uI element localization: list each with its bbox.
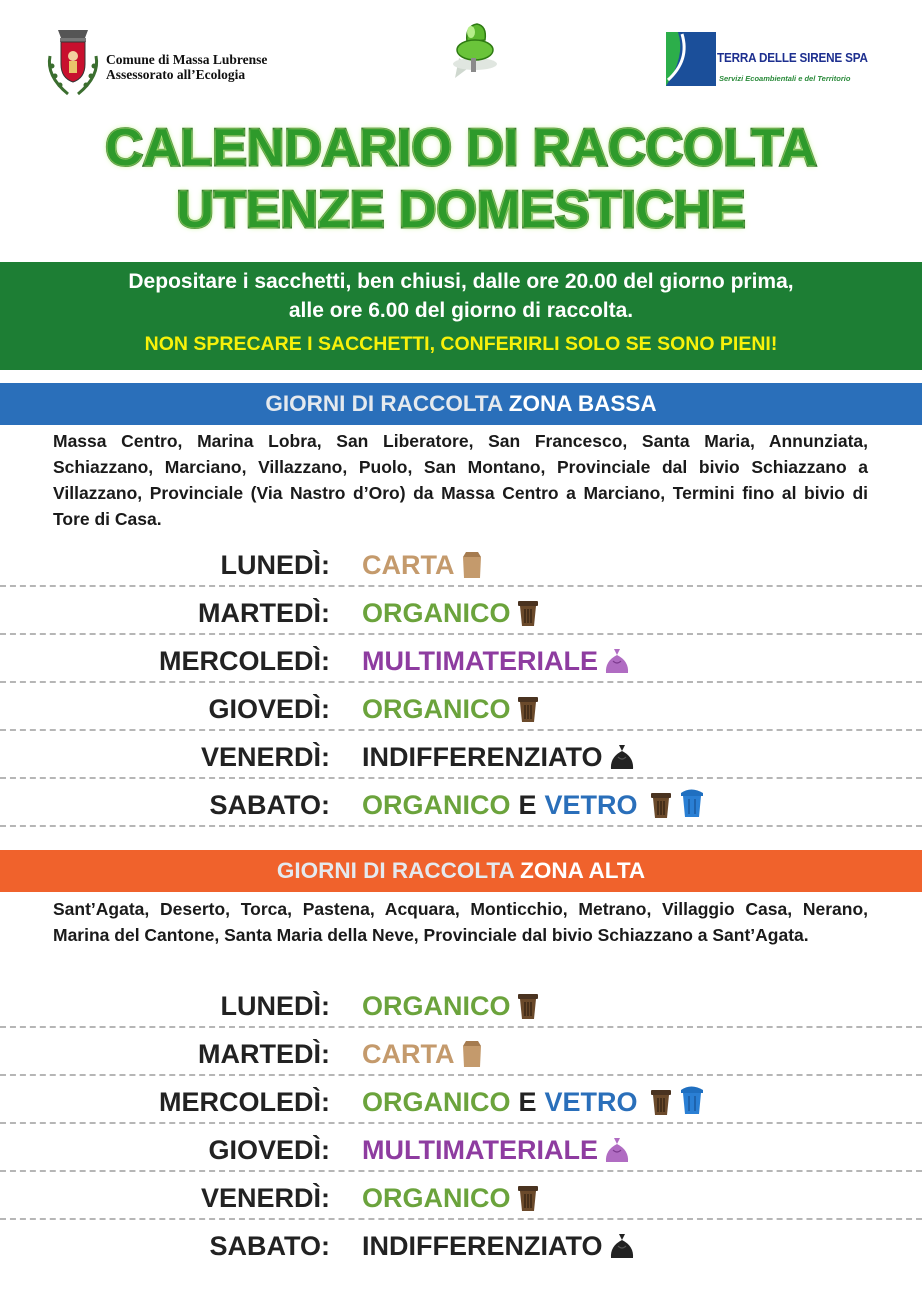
waste-type-organico: ORGANICO — [362, 1087, 511, 1117]
waste-type-multimateriale: MULTIMATERIALE — [362, 646, 598, 676]
paper-bag-icon — [460, 1040, 484, 1068]
alta-row-martedi — [0, 1026, 922, 1076]
waste-type-organico: ORGANICO — [362, 991, 511, 1021]
purple-bag-icon — [604, 1136, 630, 1164]
notice-band — [0, 262, 922, 370]
waste-type-organico: ORGANICO — [362, 790, 511, 820]
zona-alta-heading-prefix: GIORNI DI RACCOLTA — [276, 858, 514, 883]
day-label: LUNEDÌ: — [220, 991, 330, 1021]
notice-line2: alle ore 6.00 del giorno di raccolta. — [288, 299, 634, 322]
municipality-label — [106, 52, 267, 82]
zona-bassa-heading — [0, 383, 922, 425]
collection-value — [362, 694, 539, 725]
municipality-name: Comune di Massa Lubrense — [106, 52, 268, 67]
day-label: VENERDÌ: — [200, 742, 330, 772]
organic-bin-icon — [517, 1184, 539, 1212]
collection-value — [362, 598, 539, 629]
organic-bin-icon — [517, 599, 539, 627]
collection-value — [362, 550, 484, 581]
municipal-crest-icon — [44, 26, 102, 102]
waste-type-vetro: VETRO — [544, 1087, 638, 1117]
collection-value — [362, 742, 635, 773]
bassa-row-sabato — [0, 777, 922, 827]
day-label: MARTEDÌ: — [198, 1039, 330, 1069]
day-label: MERCOLEDÌ: — [159, 646, 330, 676]
pushpin-icon — [437, 20, 507, 82]
collection-value — [362, 646, 630, 677]
bassa-row-venerdi — [0, 729, 922, 779]
day-label: GIOVEDÌ: — [208, 1135, 330, 1165]
collection-value — [362, 1135, 630, 1166]
collection-value — [362, 1183, 539, 1214]
organic-bin-icon — [517, 695, 539, 723]
page-title-line1: CALENDARIO DI RACCOLTA — [105, 119, 817, 177]
municipality-department: Assessorato all’Ecologia — [106, 67, 246, 82]
header — [0, 0, 922, 115]
company-subtitle: Servizi Ecoambientali e del Territorio — [719, 74, 851, 83]
zona-bassa-heading-prefix: GIORNI DI RACCOLTA — [265, 391, 503, 416]
bassa-row-giovedi — [0, 681, 922, 731]
zona-alta-heading-name: ZONA ALTA — [520, 858, 646, 883]
collection-value — [362, 991, 539, 1022]
collection-value — [362, 1231, 635, 1262]
alta-row-giovedi — [0, 1122, 922, 1172]
purple-bag-icon — [604, 647, 630, 675]
waste-type-indifferenziato: INDIFFERENZIATO — [362, 1231, 603, 1261]
zona-bassa-areas: Massa Centro, Marina Lobra, San Liberatore, San Francesco, Santa Maria, Annunziata, Schiazzano, Marciano, Villazzano, Puolo, San Montano, Provinciale dal bivio Schiazzano a Villazzano, Provinciale (Via Nastro d’Oro) da Massa Centro a Marciano, Termini fino al bivio di Tore di Casa. — [53, 431, 868, 529]
zona-bassa-heading-name: ZONA BASSA — [508, 391, 657, 416]
waste-type-multimateriale: MULTIMATERIALE — [362, 1135, 598, 1165]
waste-type-carta: CARTA — [362, 1039, 455, 1069]
zona-alta-areas: Sant’Agata, Deserto, Torca, Pastena, Acquara, Monticchio, Metrano, Villaggio Casa, Nerano, Marina del Cantone, Santa Maria della Neve, Provinciale dal bivio Schiazzano a Sant’Agata. — [53, 899, 868, 945]
day-label: GIOVEDÌ: — [208, 694, 330, 724]
day-label: SABATO: — [209, 1231, 330, 1261]
organic-bin-icon — [650, 1088, 672, 1116]
blue-bin-icon — [678, 1084, 706, 1116]
page-title-line2: UTENZE DOMESTICHE — [176, 181, 746, 239]
bassa-row-mercoledi — [0, 633, 922, 683]
day-label: SABATO: — [209, 790, 330, 820]
conjunction-e: E — [518, 1087, 537, 1117]
day-label: MERCOLEDÌ: — [159, 1087, 330, 1117]
organic-bin-icon — [650, 791, 672, 819]
waste-type-vetro: VETRO — [544, 790, 638, 820]
collection-value — [362, 1084, 706, 1118]
alta-row-sabato — [0, 1218, 922, 1266]
day-label: VENERDÌ: — [200, 1183, 330, 1213]
notice-line1: Depositare i sacchetti, ben chiusi, dalle ore 20.00 del giorno prima, — [128, 270, 794, 293]
waste-type-organico: ORGANICO — [362, 1183, 511, 1213]
waste-type-organico: ORGANICO — [362, 694, 511, 724]
black-bag-icon — [609, 743, 635, 771]
paper-bag-icon — [460, 551, 484, 579]
alta-row-mercoledi — [0, 1074, 922, 1124]
alta-row-lunedi — [0, 978, 922, 1028]
collection-value — [362, 787, 706, 821]
conjunction-e: E — [518, 790, 537, 820]
zona-alta-heading — [0, 850, 922, 892]
collection-value — [362, 1039, 484, 1070]
waste-type-carta: CARTA — [362, 550, 455, 580]
organic-bin-icon — [517, 992, 539, 1020]
bassa-row-lunedi — [0, 537, 922, 587]
black-bag-icon — [609, 1232, 635, 1260]
waste-type-organico: ORGANICO — [362, 598, 511, 628]
waste-type-indifferenziato: INDIFFERENZIATO — [362, 742, 603, 772]
blue-bin-icon — [678, 787, 706, 819]
day-label: MARTEDÌ: — [198, 598, 330, 628]
day-label: LUNEDÌ: — [220, 550, 330, 580]
alta-row-venerdi — [0, 1170, 922, 1220]
company-name: TERRA DELLE SIRENE SPA — [717, 50, 868, 65]
notice-warning: NON SPRECARE I SACCHETTI, CONFERIRLI SOLO SE SONO PIENI! — [144, 333, 778, 355]
bassa-row-martedi — [0, 585, 922, 635]
